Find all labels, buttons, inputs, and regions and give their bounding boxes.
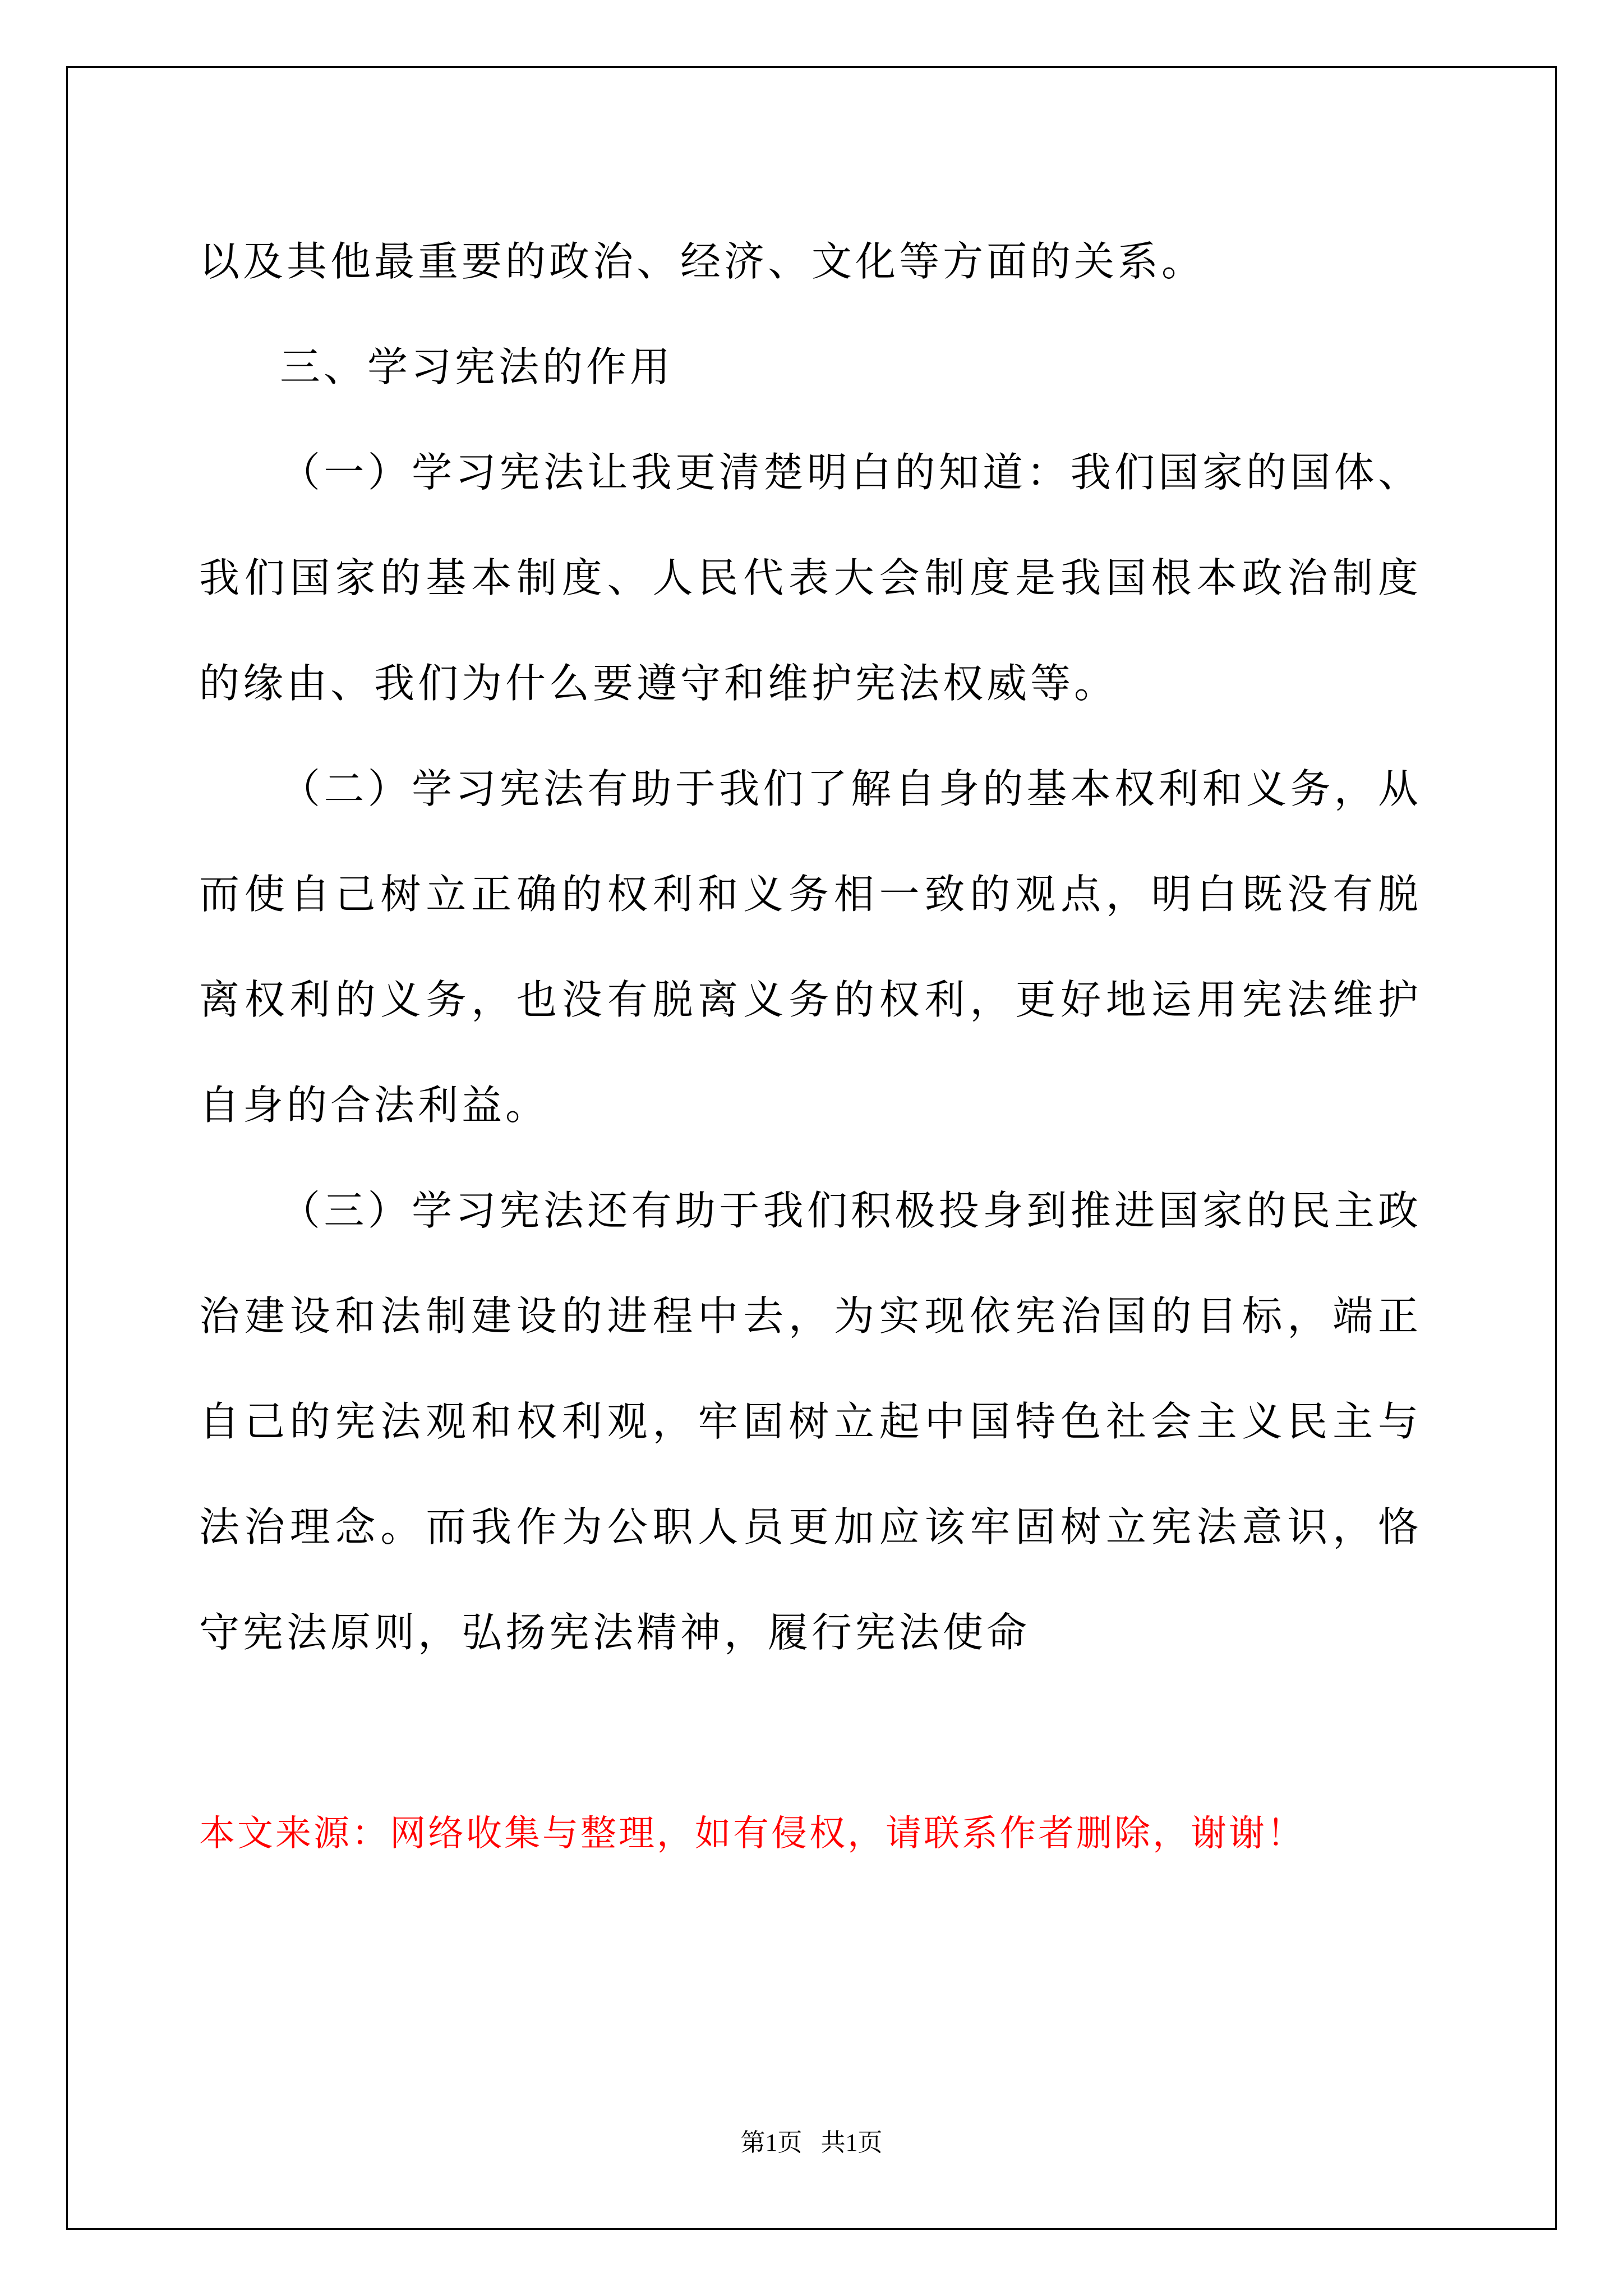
paragraph-point-one: （一）学习宪法让我更清楚明白的知道：我们国家的国体、我们国家的基本制度、人民代表大会制度是我国根本政治制度的缘由、我们为什么要遵守和维护宪法权威等。 [199, 449, 1422, 707]
document-body [199, 209, 1422, 1685]
paragraph-point-two: （二）学习宪法有助于我们了解自身的基本权利和义务，从而使自己树立正确的权利和义务相一致的观点，明白既没有脱离权利的义务，也没有脱离义务的权利，更好地运用宪法维护自身的合法利益。 [199, 765, 1422, 1129]
page-number-footer: 第1页 共1页 [740, 2129, 883, 2156]
section-heading: 三、学习宪法的作用 [280, 343, 674, 390]
source-note: 本文来源：网络收集与整理，如有侵权，请联系作者删除，谢谢！ [199, 1813, 1305, 1855]
paragraph-continuation: 以及其他最重要的政治、经济、文化等方面的关系。 [199, 238, 1206, 285]
paragraph-point-three: （三）学习宪法还有助于我们积极投身到推进国家的民主政治建设和法制建设的进程中去，为实现依宪治国的目标，端正自己的宪法观和权利观，牢固树立起中国特色社会主义民主与法治理念。而我作为公职人员更加应该牢固树立宪法意识，恪守宪法原则，弘扬宪法精神，履行宪法使命 [199, 1187, 1422, 1656]
